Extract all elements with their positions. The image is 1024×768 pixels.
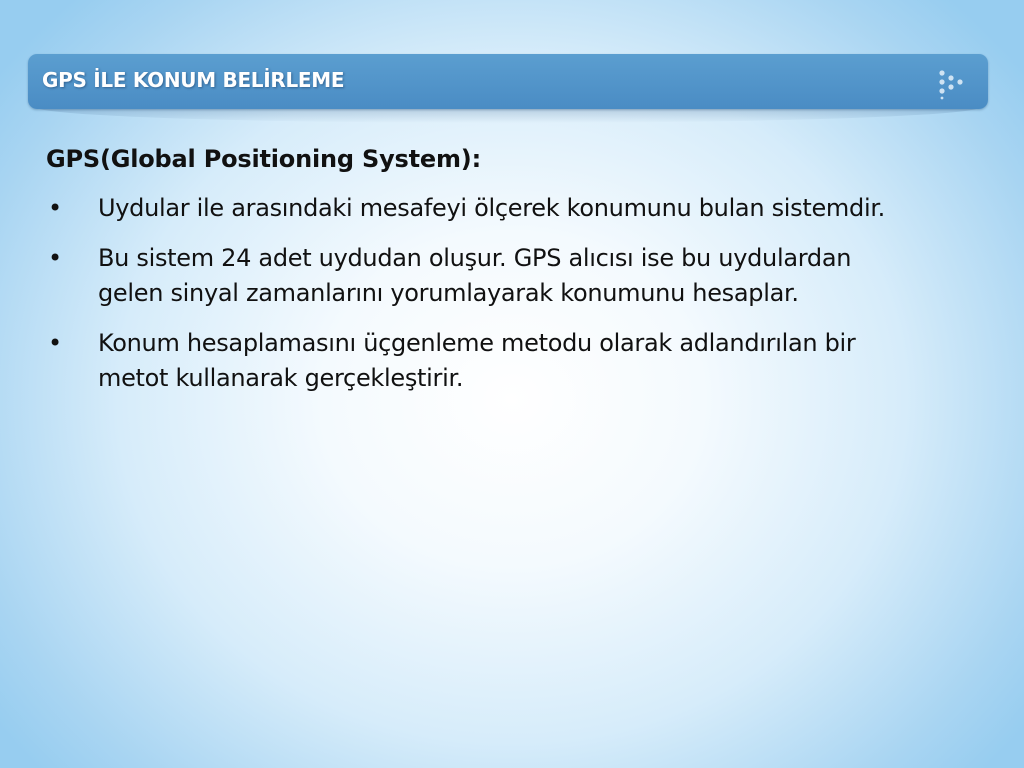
title-bar: [28, 54, 988, 109]
bullet-item: [46, 326, 908, 396]
bullet-list: [46, 191, 946, 396]
bullet-item: [46, 191, 908, 226]
dots-cluster-icon: [936, 68, 966, 100]
slide-title: GPS İLE KONUM BELİRLEME: [42, 68, 345, 92]
bullet-text: Uydular ile arasındaki mesafeyi ölçerek konumunu bulan sistemdir.: [98, 194, 886, 222]
title-bar-shadow: [36, 107, 980, 123]
content-heading: GPS(Global Positioning System):: [46, 145, 481, 173]
bullet-icon: •: [48, 194, 62, 222]
bullet-item: [46, 241, 908, 311]
bullet-text: Konum hesaplamasını üçgenleme metodu olarak adlandırılan bir metot kullanarak gerçekleştirir.: [98, 329, 856, 392]
bullet-icon: •: [48, 244, 62, 272]
bullet-text: Bu sistem 24 adet uydudan oluşur. GPS alıcısı ise bu uydulardan gelen sinyal zamanlarını yorumlayarak konumunu hesaplar.: [98, 244, 852, 307]
bullet-icon: •: [48, 329, 62, 357]
slide-content: [46, 142, 946, 411]
